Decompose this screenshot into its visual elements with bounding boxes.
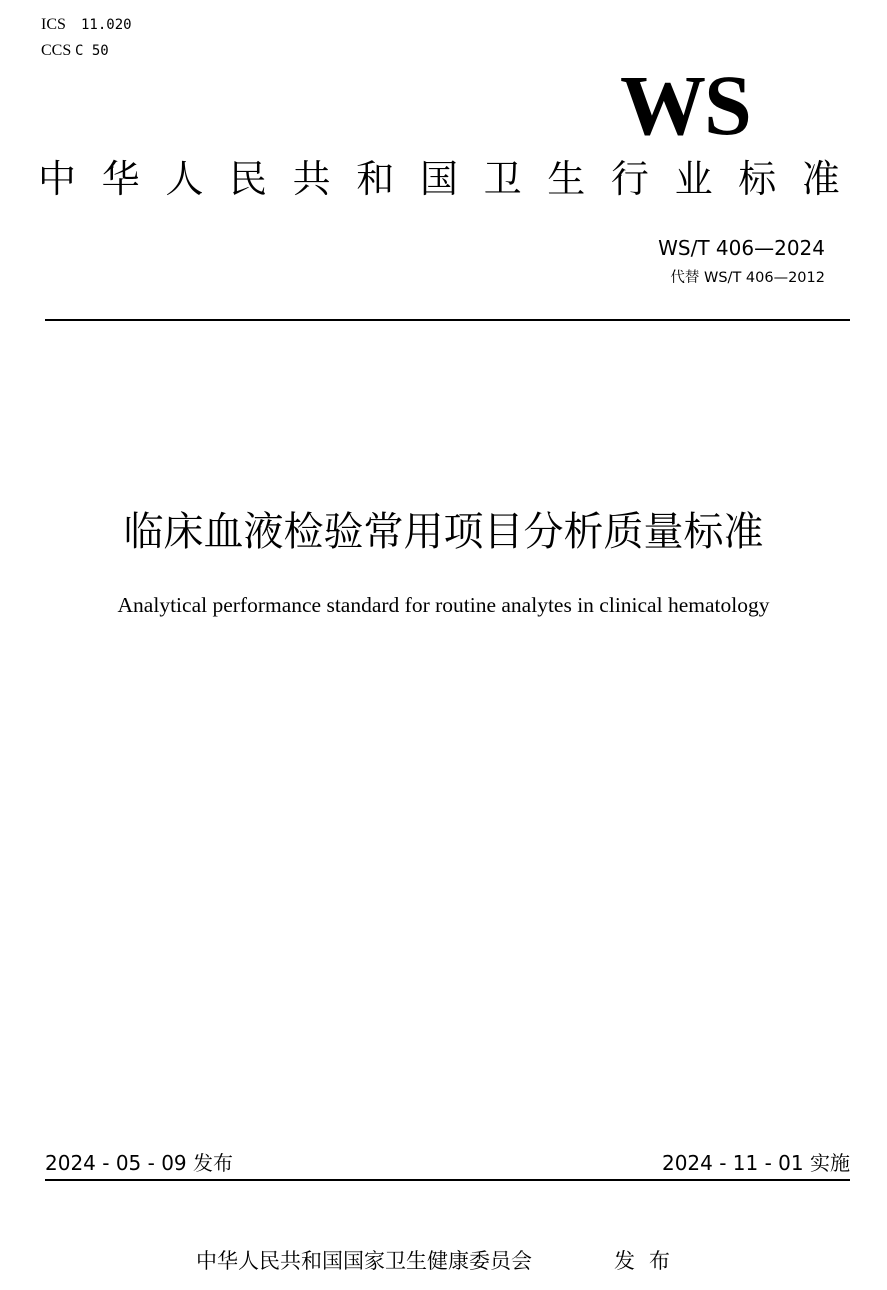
title-char: 和 (356, 157, 395, 201)
document-title-chinese: 临床血液检验常用项目分析质量标准 (123, 509, 764, 555)
top-divider (45, 319, 850, 321)
standard-number: WS/T 406—2024 (658, 236, 825, 260)
title-char: 民 (228, 157, 267, 201)
title-char: 行 (610, 157, 649, 201)
industry-standard-title (38, 156, 840, 202)
publish-date: 2024 - 05 - 09 发布 (45, 1151, 234, 1175)
title-char: 卫 (483, 157, 522, 201)
title-char: 生 (547, 157, 586, 201)
ics-line (41, 12, 132, 38)
title-char: 标 (738, 157, 777, 201)
title-char: 中 (38, 157, 77, 201)
title-char: 准 (801, 157, 840, 201)
document-title-english: Analytical performance standard for routine analytes in clinical hematology (117, 593, 770, 617)
title-char: 共 (292, 157, 331, 201)
implement-date: 2024 - 11 - 01 实施 (661, 1151, 850, 1175)
title-char: 华 (101, 157, 140, 201)
title-char: 国 (419, 157, 458, 201)
bottom-divider (45, 1179, 850, 1181)
ics-value: 11.020 (81, 17, 132, 33)
classification-codes (41, 12, 132, 64)
issuing-authority: 中华人民共和国国家卫生健康委员会 (196, 1249, 532, 1273)
ws-logo: WS (620, 57, 750, 153)
replaces-standard: 代替 WS/T 406—2012 (670, 270, 825, 286)
ccs-label: CCS (41, 42, 72, 59)
title-char: 人 (165, 157, 204, 201)
ics-label: ICS (41, 16, 66, 33)
issue-label: 发布 (614, 1249, 684, 1273)
ccs-line (41, 38, 132, 64)
ccs-value: C 50 (75, 43, 109, 59)
title-char: 业 (674, 157, 713, 201)
